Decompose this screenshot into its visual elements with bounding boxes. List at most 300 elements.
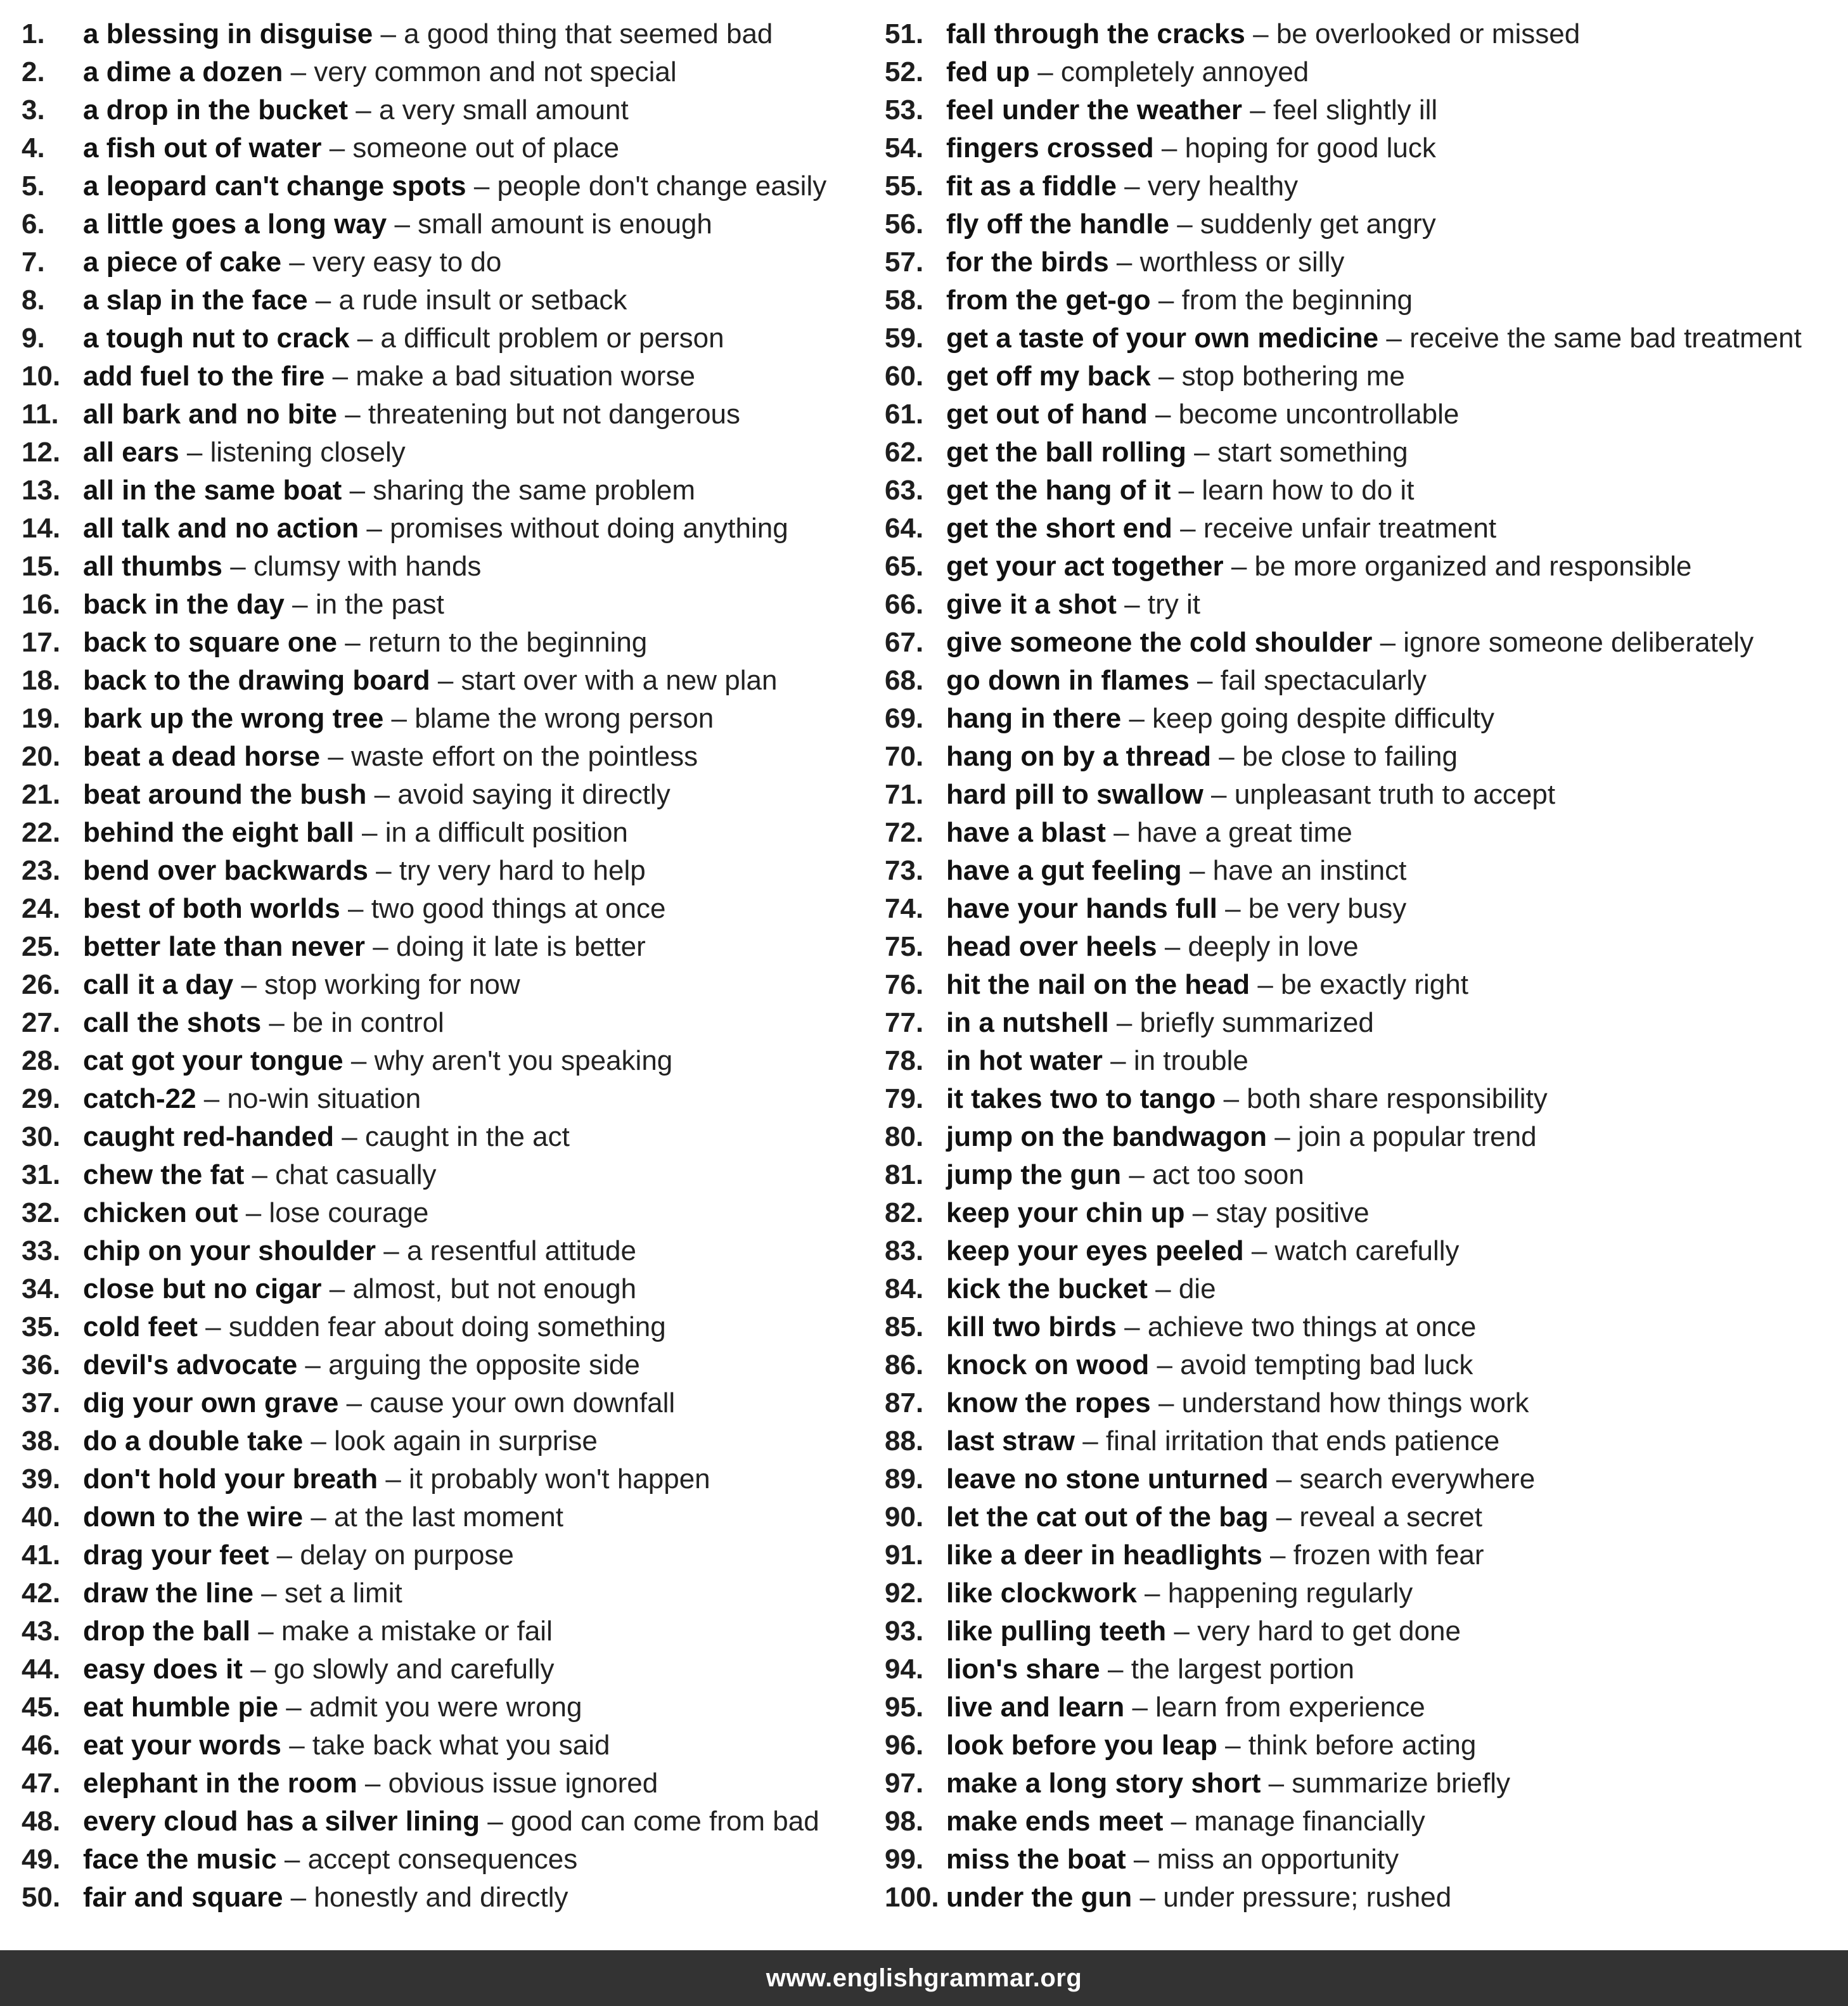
idiom-entry (22, 738, 864, 776)
idiom-entry (22, 1803, 864, 1841)
entry-number: 55. (885, 170, 924, 202)
idiom-entry (885, 1270, 1835, 1308)
dash-separator: – (233, 969, 265, 1000)
dash-separator: – (321, 132, 353, 164)
idiom-phrase: miss the boat (946, 1844, 1126, 1875)
idiom-meaning: two good things at once (371, 893, 666, 924)
idiom-phrase: give it a shot (946, 589, 1117, 620)
entry-number: 92. (885, 1578, 924, 1609)
idiom-meaning: manage financially (1194, 1806, 1425, 1837)
idiom-phrase: get your act together (946, 551, 1224, 582)
idiom-meaning: very easy to do (312, 247, 502, 278)
idiom-meaning: very hard to get done (1197, 1616, 1461, 1647)
entry-number: 17. (22, 627, 61, 658)
idiom-phrase: all thumbs (83, 551, 223, 582)
idiom-phrase: fall through the cracks (946, 18, 1245, 49)
idiom-entry (22, 662, 864, 700)
dash-separator: – (383, 703, 415, 734)
entry-number: 20. (22, 741, 61, 772)
entry-number: 70. (885, 741, 924, 772)
dash-separator: – (303, 1425, 335, 1456)
idiom-entry (885, 700, 1835, 738)
dash-separator: – (1136, 1578, 1168, 1609)
idiom-phrase: get off my back (946, 361, 1151, 392)
idiom-meaning: good can come from bad (510, 1806, 819, 1837)
idiom-meaning: very healthy (1147, 170, 1299, 202)
dash-separator: – (1149, 1349, 1181, 1380)
idiom-phrase: all talk and no action (83, 513, 359, 544)
idiom-phrase: call it a day (83, 969, 234, 1000)
idiom-entry (885, 852, 1835, 890)
entry-number: 2. (22, 56, 45, 87)
idiom-entry (885, 928, 1835, 966)
dash-separator: – (365, 931, 396, 962)
idiom-meaning: under pressure; rushed (1163, 1882, 1452, 1913)
idiom-meaning: keep going despite difficulty (1152, 703, 1494, 734)
idiom-meaning: threatening but not dangerous (368, 399, 741, 430)
dash-separator: – (242, 1654, 274, 1685)
entry-number: 40. (22, 1501, 61, 1533)
entry-number: 18. (22, 665, 61, 696)
dash-separator: – (1166, 1616, 1198, 1647)
idiom-meaning: people don't change easily (497, 170, 827, 202)
entry-number: 63. (885, 475, 924, 506)
dash-separator: – (1116, 170, 1148, 202)
entry-number: 5. (22, 170, 45, 202)
dash-separator: – (197, 1311, 229, 1342)
idiom-phrase: have a blast (946, 817, 1106, 848)
idiom-meaning: completely annoyed (1060, 56, 1309, 87)
entry-number: 50. (22, 1882, 61, 1913)
idiom-meaning: sudden fear about doing something (228, 1311, 666, 1342)
idiom-meaning: honestly and directly (314, 1882, 568, 1913)
entry-number: 1. (22, 18, 45, 49)
idiom-phrase: face the music (83, 1844, 277, 1875)
dash-separator: – (321, 1273, 353, 1304)
dash-separator: – (1261, 1768, 1292, 1799)
idiom-phrase: a slap in the face (83, 285, 308, 316)
idiom-meaning: in the past (315, 589, 444, 620)
idiom-phrase: fed up (946, 56, 1030, 87)
idiom-phrase: live and learn (946, 1692, 1125, 1723)
dash-separator: – (1102, 1045, 1134, 1076)
idiom-phrase: all bark and no bite (83, 399, 337, 430)
idiom-entry (885, 472, 1835, 510)
idiom-meaning: cause your own downfall (369, 1387, 676, 1418)
idiom-meaning: blame the wrong person (414, 703, 714, 734)
idiom-entry (885, 1156, 1835, 1194)
idiom-phrase: back in the day (83, 589, 285, 620)
entry-number: 90. (885, 1501, 924, 1533)
idiom-phrase: easy does it (83, 1654, 243, 1685)
idiom-entry (885, 1841, 1835, 1879)
dash-separator: – (1105, 817, 1137, 848)
entry-number: 35. (22, 1311, 61, 1342)
idiom-entry (885, 243, 1835, 281)
dash-separator: – (378, 1463, 409, 1495)
idiom-phrase: from the get-go (946, 285, 1151, 316)
idiom-entry (885, 129, 1835, 167)
dash-separator: – (340, 893, 371, 924)
entry-number: 83. (885, 1235, 924, 1266)
idiom-entry (22, 167, 864, 205)
idiom-phrase: a piece of cake (83, 247, 282, 278)
dash-separator: – (1245, 18, 1276, 49)
entry-number: 43. (22, 1616, 61, 1647)
idiom-meaning: have a great time (1136, 817, 1352, 848)
dash-separator: – (1217, 893, 1248, 924)
entry-number: 60. (885, 361, 924, 392)
idiom-phrase: better late than never (83, 931, 366, 962)
idiom-phrase: cat got your tongue (83, 1045, 343, 1076)
idiom-phrase: bark up the wrong tree (83, 703, 384, 734)
dash-separator: – (179, 437, 210, 468)
idiom-entry (22, 205, 864, 243)
entry-number: 91. (885, 1540, 924, 1571)
idiom-phrase: look before you leap (946, 1730, 1217, 1761)
dash-separator: – (269, 1540, 300, 1571)
entry-number: 84. (885, 1273, 924, 1304)
dash-separator: – (430, 665, 461, 696)
idiom-entry (22, 624, 864, 662)
entry-number: 68. (885, 665, 924, 696)
dash-separator: – (1169, 209, 1200, 240)
entry-number: 95. (885, 1692, 924, 1723)
dash-separator: – (1172, 513, 1203, 544)
idiom-meaning: lose courage (269, 1197, 429, 1228)
idiom-entry (22, 1536, 864, 1574)
idiom-meaning: learn how to do it (1202, 475, 1415, 506)
dash-separator: – (1116, 589, 1148, 620)
dash-separator: – (1124, 1692, 1156, 1723)
entry-number: 9. (22, 323, 45, 354)
idiom-entry (22, 395, 864, 434)
idiom-phrase: have your hands full (946, 893, 1217, 924)
idiom-phrase: make ends meet (946, 1806, 1164, 1837)
idiom-phrase: like pulling teeth (946, 1616, 1167, 1647)
idiom-phrase: chip on your shoulder (83, 1235, 376, 1266)
entry-number: 77. (885, 1007, 924, 1038)
idiom-meaning: join a popular trend (1297, 1121, 1537, 1152)
dash-separator: – (1211, 741, 1242, 772)
idiom-phrase: go down in flames (946, 665, 1190, 696)
dash-separator: – (1157, 931, 1188, 962)
dash-separator: – (368, 855, 399, 886)
dash-separator: – (222, 551, 253, 582)
idiom-meaning: final irritation that ends patience (1105, 1425, 1500, 1456)
idiom-list-left-column (22, 15, 864, 1917)
idiom-meaning: admit you were wrong (309, 1692, 582, 1723)
idiom-phrase: it takes two to tango (946, 1083, 1216, 1114)
idiom-entry (885, 624, 1835, 662)
idiom-meaning: frozen with fear (1293, 1540, 1484, 1571)
idiom-entry (22, 510, 864, 548)
entry-number: 65. (885, 551, 924, 582)
idiom-meaning: from the beginning (1181, 285, 1413, 316)
dash-separator: – (1100, 1654, 1131, 1685)
entry-number: 71. (885, 779, 924, 810)
idiom-entry (22, 1384, 864, 1422)
idiom-entry (22, 434, 864, 472)
idiom-entry (22, 1270, 864, 1308)
idiom-entry (22, 319, 864, 357)
entry-number: 21. (22, 779, 61, 810)
idiom-phrase: hang in there (946, 703, 1122, 734)
footer-url: www.englishgrammar.org (766, 1964, 1082, 1992)
idiom-entry (885, 1194, 1835, 1232)
entry-number: 25. (22, 931, 61, 962)
idiom-meaning: accept consequences (307, 1844, 578, 1875)
dash-separator: – (1121, 1159, 1153, 1190)
idiom-entry (22, 700, 864, 738)
dash-separator: – (250, 1616, 281, 1647)
idiom-phrase: best of both worlds (83, 893, 340, 924)
entry-number: 96. (885, 1730, 924, 1761)
idiom-phrase: all ears (83, 437, 179, 468)
entry-number: 99. (885, 1844, 924, 1875)
idiom-meaning: briefly summarized (1139, 1007, 1374, 1038)
dash-separator: – (284, 589, 316, 620)
idiom-meaning: why aren't you speaking (374, 1045, 673, 1076)
idiom-meaning: sharing the same problem (373, 475, 695, 506)
idiom-entry (885, 434, 1835, 472)
dash-separator: – (1150, 1387, 1182, 1418)
idiom-entry (885, 1384, 1835, 1422)
idiom-meaning: start something (1217, 437, 1408, 468)
entry-number: 16. (22, 589, 61, 620)
idiom-entry (22, 1765, 864, 1803)
idiom-phrase: make a long story short (946, 1768, 1261, 1799)
idiom-meaning: become uncontrollable (1178, 399, 1460, 430)
entry-number: 100. (885, 1882, 939, 1913)
idiom-entry (885, 53, 1835, 91)
idiom-entry (22, 243, 864, 281)
idiom-meaning: both share responsibility (1247, 1083, 1548, 1114)
idiom-meaning: make a bad situation worse (356, 361, 695, 392)
idiom-meaning: return to the beginning (368, 627, 648, 658)
idiom-phrase: let the cat out of the bag (946, 1501, 1269, 1533)
idiom-phrase: dig your own grave (83, 1387, 339, 1418)
entry-number: 24. (22, 893, 61, 924)
idiom-meaning: summarize briefly (1292, 1768, 1511, 1799)
idiom-phrase: for the birds (946, 247, 1109, 278)
idiom-meaning: doing it late is better (395, 931, 646, 962)
idiom-entry (885, 167, 1835, 205)
idiom-entry (22, 966, 864, 1004)
idiom-meaning: ignore someone deliberately (1403, 627, 1754, 658)
entry-number: 98. (885, 1806, 924, 1837)
footer-bar (0, 1950, 1848, 2006)
idiom-entry (22, 1460, 864, 1498)
idiom-entry (22, 1688, 864, 1726)
idiom-phrase: know the ropes (946, 1387, 1151, 1418)
idiom-entry (885, 357, 1835, 395)
dash-separator: – (357, 1768, 388, 1799)
idiom-entry (885, 1726, 1835, 1765)
dash-separator: – (1372, 627, 1404, 658)
idiom-meaning: small amount is enough (418, 209, 712, 240)
idiom-meaning: take back what you said (312, 1730, 610, 1761)
entry-number: 82. (885, 1197, 924, 1228)
idiom-meaning: clumsy with hands (253, 551, 482, 582)
idiom-entry (885, 1346, 1835, 1384)
idiom-phrase: jump on the bandwagon (946, 1121, 1267, 1152)
idiom-entry (885, 814, 1835, 852)
idiom-meaning: almost, but not enough (352, 1273, 637, 1304)
idiom-meaning: receive the same bad treatment (1409, 323, 1802, 354)
entry-number: 8. (22, 285, 45, 316)
entry-number: 46. (22, 1730, 61, 1761)
dash-separator: – (1268, 1463, 1300, 1495)
idiom-meaning: in a difficult position (385, 817, 628, 848)
idiom-meaning: deeply in love (1188, 931, 1359, 962)
idiom-phrase: feel under the weather (946, 94, 1243, 125)
idiom-entry (885, 1004, 1835, 1042)
idiom-entry (22, 472, 864, 510)
idiom-meaning: listening closely (210, 437, 406, 468)
entry-number: 88. (885, 1425, 924, 1456)
idiom-entry (885, 1536, 1835, 1574)
entry-number: 26. (22, 969, 61, 1000)
idiom-meaning: feel slightly ill (1273, 94, 1438, 125)
entry-number: 58. (885, 285, 924, 316)
dash-separator: – (1216, 1083, 1247, 1114)
dash-separator: – (238, 1197, 269, 1228)
dash-separator: – (1189, 665, 1221, 696)
dash-separator: – (387, 209, 418, 240)
idiom-entry (885, 1118, 1835, 1156)
idiom-phrase: get the ball rolling (946, 437, 1186, 468)
idiom-meaning: obvious issue ignored (388, 1768, 658, 1799)
idiom-entry (22, 53, 864, 91)
idiom-meaning: no-win situation (227, 1083, 421, 1114)
dash-separator: – (1132, 1882, 1164, 1913)
idiom-phrase: close but no cigar (83, 1273, 322, 1304)
idiom-meaning: a difficult problem or person (380, 323, 724, 354)
idiom-meaning: make a mistake or fail (281, 1616, 553, 1647)
idiom-entry (22, 357, 864, 395)
dash-separator: – (1121, 703, 1153, 734)
dash-separator: – (1108, 1007, 1140, 1038)
idiom-phrase: beat around the bush (83, 779, 367, 810)
entry-number: 75. (885, 931, 924, 962)
idiom-meaning: have an instinct (1212, 855, 1407, 886)
idiom-entry (885, 319, 1835, 357)
entry-number: 36. (22, 1349, 61, 1380)
idiom-meaning: hoping for good luck (1184, 132, 1436, 164)
idiom-phrase: have a gut feeling (946, 855, 1182, 886)
idiom-meaning: promises without doing anything (390, 513, 788, 544)
idiom-phrase: fit as a fiddle (946, 170, 1117, 202)
entry-number: 52. (885, 56, 924, 87)
entry-number: 14. (22, 513, 61, 544)
entry-number: 7. (22, 247, 45, 278)
idiom-entry (885, 586, 1835, 624)
idiom-meaning: unpleasant truth to accept (1234, 779, 1556, 810)
idiom-entry (885, 281, 1835, 319)
idiom-entry (885, 548, 1835, 586)
dash-separator: – (1243, 1235, 1275, 1266)
idiom-meaning: go slowly and carefully (273, 1654, 555, 1685)
idiom-meaning: in trouble (1133, 1045, 1248, 1076)
idiom-phrase: all in the same boat (83, 475, 342, 506)
idiom-meaning: avoid saying it directly (397, 779, 671, 810)
idiom-phrase: keep your eyes peeled (946, 1235, 1244, 1266)
dash-separator: – (1108, 247, 1140, 278)
dash-separator: – (1171, 475, 1202, 506)
idiom-phrase: eat humble pie (83, 1692, 279, 1723)
dash-separator: – (343, 1045, 375, 1076)
idiom-meaning: it probably won't happen (409, 1463, 710, 1495)
entry-number: 94. (885, 1654, 924, 1685)
idiom-meaning: think before acting (1248, 1730, 1477, 1761)
entry-number: 54. (885, 132, 924, 164)
dash-separator: – (1242, 94, 1273, 125)
entry-number: 37. (22, 1387, 61, 1418)
idiom-entry (885, 15, 1835, 53)
entry-number: 86. (885, 1349, 924, 1380)
dash-separator: – (338, 1387, 370, 1418)
idiom-meaning: miss an opportunity (1157, 1844, 1399, 1875)
idiom-entry (22, 776, 864, 814)
idiom-entry (22, 1574, 864, 1612)
idiom-meaning: stay positive (1216, 1197, 1370, 1228)
idiom-meaning: waste effort on the pointless (351, 741, 698, 772)
idiom-entry (22, 91, 864, 129)
dash-separator: – (297, 1349, 329, 1380)
dash-separator: – (281, 247, 312, 278)
entry-number: 67. (885, 627, 924, 658)
idiom-entry (885, 776, 1835, 814)
idiom-meaning: reveal a secret (1299, 1501, 1482, 1533)
idiom-entry (885, 662, 1835, 700)
idiom-meaning: someone out of place (352, 132, 620, 164)
entry-number: 59. (885, 323, 924, 354)
dash-separator: – (276, 1844, 308, 1875)
idiom-phrase: behind the eight ball (83, 817, 354, 848)
dash-separator: – (278, 1692, 309, 1723)
entry-number: 69. (885, 703, 924, 734)
entry-number: 72. (885, 817, 924, 848)
idiom-phrase: in a nutshell (946, 1007, 1109, 1038)
idiom-meaning: caught in the act (364, 1121, 570, 1152)
idiom-entry (885, 1422, 1835, 1460)
entry-number: 53. (885, 94, 924, 125)
idiom-entry (885, 966, 1835, 1004)
idiom-phrase: get the short end (946, 513, 1172, 544)
dash-separator: – (1181, 855, 1213, 886)
dash-separator: – (196, 1083, 228, 1114)
entry-number: 78. (885, 1045, 924, 1076)
idiom-meaning: try it (1147, 589, 1200, 620)
dash-separator: – (1074, 1425, 1106, 1456)
dash-separator: – (1163, 1806, 1195, 1837)
idiom-phrase: add fuel to the fire (83, 361, 325, 392)
idiom-phrase: hard pill to swallow (946, 779, 1203, 810)
idiom-meaning: very common and not special (314, 56, 677, 87)
entry-number: 31. (22, 1159, 61, 1190)
entry-number: 44. (22, 1654, 61, 1685)
entry-number: 30. (22, 1121, 61, 1152)
idiom-phrase: a drop in the bucket (83, 94, 349, 125)
idiom-phrase: every cloud has a silver lining (83, 1806, 480, 1837)
dash-separator: – (281, 1730, 312, 1761)
idiom-entry (22, 928, 864, 966)
entry-number: 89. (885, 1463, 924, 1495)
entry-number: 79. (885, 1083, 924, 1114)
dash-separator: – (359, 513, 390, 544)
idiom-entry (22, 1232, 864, 1270)
